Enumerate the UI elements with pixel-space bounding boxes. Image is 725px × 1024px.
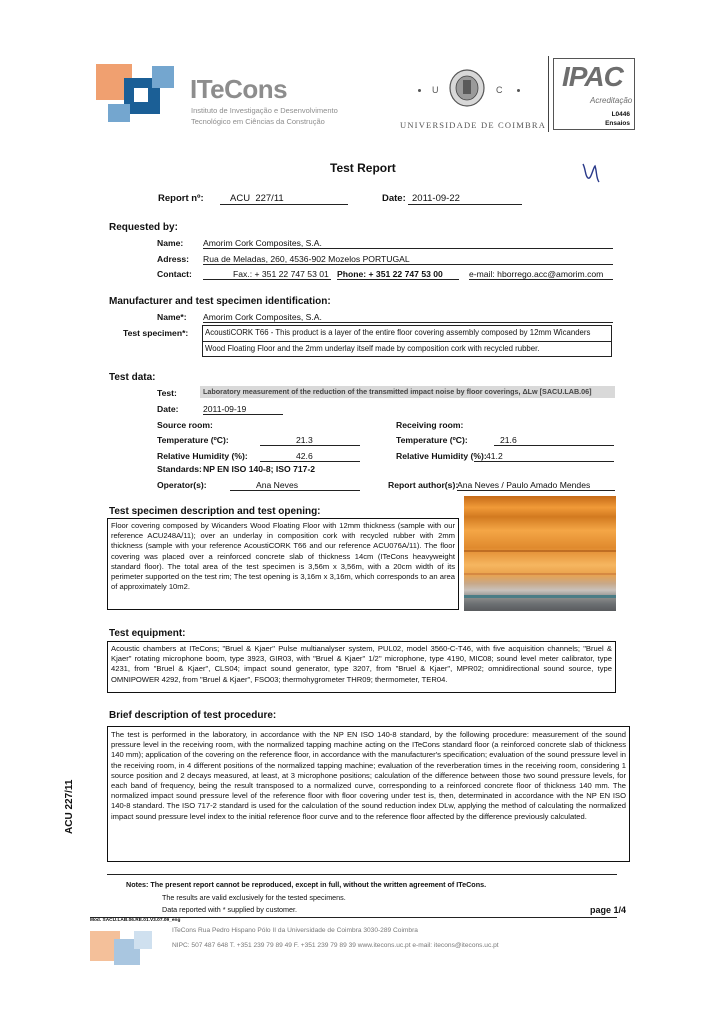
temp-source-label: Temperature (ºC):: [157, 435, 229, 445]
requested-fax: Fax.: + 351 22 747 53 01: [203, 269, 331, 280]
uc-name: UNIVERSIDADE DE COIMBRA: [400, 120, 547, 130]
notes-line-1: Notes: The present report cannot be reproduced, except in full, without the written agreement of ITeCons.: [126, 880, 487, 889]
test-data-heading: Test data:: [109, 372, 156, 383]
report-number-value: ACU 227/11: [220, 193, 348, 205]
report-number-label: Report nº:: [158, 193, 204, 204]
ipac-code: L0446: [611, 111, 630, 118]
requested-phone: Phone: + 351 22 747 53 00: [337, 269, 459, 280]
source-room-label: Source room:: [157, 420, 213, 430]
equipment-box: Acoustic chambers at ITeCons; "Bruel & Kjaer" Pulse multianalyser system, PUL02, model 3560-C-T46, with five acquisition channels; "Bruel & Kjaer" rotating microphone boom, type 3923, GIR03, with "Bruel & Kjaer" 1/2'' microphone, type 4190, MIC08; sound level meter calibrator, type 4231, from "Bruel & Kjaer", CLS04; impact sound generator, type 3207, from "Bruel & Kjaer", MPR02; omnidirectional sound source, type OMNIPOWER 4292, from "Bruel & Kjaer", FSO03; thermohygrometer THR09; thermometer, TER04.: [107, 641, 616, 693]
test-value: Laboratory measurement of the reduction of the transmitted impact noise by floor coverings, ΔLw [SACU.LAB.06]: [200, 386, 615, 398]
ipac-name: IPAC: [562, 61, 623, 92]
operator-label: Operator(s):: [157, 480, 207, 490]
manufacturer-heading: Manufacturer and test specimen identification:: [109, 296, 331, 307]
itecons-subtitle-1: Instituto de Investigação e Desenvolvimento: [191, 106, 338, 115]
requested-address-value: Rua de Meladas, 260, 4536-902 Mozelos PORTUGAL: [203, 254, 613, 265]
receiving-room-label: Receiving room:: [396, 420, 464, 430]
notes-divider: [107, 874, 617, 875]
test-label: Test:: [157, 388, 177, 398]
uc-dot-right: [517, 89, 520, 92]
humidity-source-value: 42.6: [260, 451, 360, 462]
procedure-box: The test is performed in the laboratory, in accordance with the NP EN ISO 140-8 standard, by the following procedure: measurement of the sound pressure level in the receiving room, with the normalized tapping machine acting on the ITeCons standard floor (a reinforced concrete slab of thickness 140 mm); application of the covering on the reference floor, in accordance with the manufacturer's specification; evaluation of the sound pressure level in the receiving room, in 4 different positions of the normalized tapping machine; evaluation of the reverberation times in the receiving room, considering 1 source position and 2 decays measured, at least, at 3 microphone positions; calculation of the difference between those two sound pressure levels, for each band of frequency, being the result transposed to a normalized curve, corresponding to a reinforced concrete floor of thickness 140 mm. The normalized impact sound pressure level of the reference floor with floor covering under test is, then, determinated in accordance with the NP EN ISO 140-8 standard. The ISO 717-2 standard is used for the calculation of the sound reduction index DLw, applying the method of calculating the normalized impact sound pressure level index to the initial reference floor curve and to the reference floor affected by the difference previously calculated.: [107, 726, 630, 862]
report-date-label: Date:: [382, 193, 406, 204]
header-vertical-divider: [548, 56, 549, 132]
itecons-name: ITeCons: [190, 74, 288, 104]
requested-heading: Requested by:: [109, 222, 178, 233]
author-value: Ana Neves / Paulo Amado Mendes: [457, 480, 615, 491]
requested-name-label: Name:: [157, 238, 184, 248]
requested-name-value: Amorim Cork Composites, S.A.: [203, 238, 613, 249]
footer-address: ITeCons Rua Pedro Hispano Pólo II da Universidade de Coimbra 3030-289 Coimbra: [172, 927, 418, 934]
temp-receiving-label: Temperature (ºC):: [396, 435, 468, 445]
page-number: page 1/4: [590, 905, 627, 915]
test-date-value: 2011-09-19: [203, 404, 283, 415]
requested-email: e-mail: hborrego.acc@amorim.com: [469, 269, 613, 280]
temp-source-value: 21.3: [260, 435, 360, 446]
specimen-desc-heading: Test specimen description and test opening:: [109, 506, 321, 517]
handwritten-signature: [580, 160, 604, 184]
manufacturer-name-label: Name*:: [157, 312, 187, 322]
uc-letter-u: U: [432, 85, 439, 95]
standards-value: NP EN ISO 140-8; ISO 717-2: [203, 464, 316, 474]
footer-logo: [90, 927, 160, 965]
specimen-desc-box: Floor covering composed by Wicanders Wood Floating Floor with 12mm thickness (sample with our reference ACU248A/11); over an underlay in composition cork with recycled rubber with 2mm thickness (sample with your reference AcoustiCORK T66 and our reference ACU076A/11). The floor covering was placed over a reinforced concrete slab of thickness 14cm (ITeCons heavyweight standard floor). The total area of the test specimen is 3,56m x 3,56m, with a 20cm width of its perimeter supported on the test rim; The test opening is 3,16m x 3,16m, which corresponds to an area of approximately 10m2.: [107, 518, 459, 610]
notes-line-3: Data reported with * supplied by customer.: [162, 905, 298, 914]
test-specimen-line-1: AcoustiCORK T66 - This product is a layer of the entire floor covering assembly composed by 12mm Wicanders: [205, 328, 591, 337]
test-specimen-label: Test specimen*:: [123, 328, 189, 338]
standards-label: Standards:: [157, 464, 202, 474]
specimen-photo: [464, 496, 616, 611]
notes-line-2: The results are valid exclusively for the tested specimens.: [162, 893, 346, 902]
form-code: Mod. SACU.LAB.06.RE.01.V3.07.09_eng: [90, 918, 181, 923]
author-label: Report author(s):: [388, 480, 459, 490]
ipac-logo: [553, 58, 635, 130]
uc-dot-left: [418, 89, 421, 92]
uc-seal-icon: [448, 68, 486, 108]
side-report-label: ACU 227/11: [64, 779, 75, 834]
manufacturer-name-value: Amorim Cork Composites, S.A.: [203, 312, 613, 323]
requested-contact-label: Contact:: [157, 269, 192, 279]
operator-value: Ana Neves: [230, 480, 360, 491]
itecons-logo: [96, 64, 182, 124]
uc-letter-c: C: [496, 85, 503, 95]
procedure-heading: Brief description of test procedure:: [109, 710, 277, 721]
humidity-receiving-label: Relative Humidity (%):: [396, 451, 487, 461]
humidity-source-label: Relative Humidity (%):: [157, 451, 248, 461]
test-specimen-line-2: Wood Floating Floor and the 2mm underlay itself made by composition cork with recycled rubber.: [205, 344, 540, 353]
ipac-subtitle: Acreditação: [590, 96, 633, 105]
requested-address-label: Adress:: [157, 254, 189, 264]
equipment-heading: Test equipment:: [109, 628, 186, 639]
footer-contacts: NIPC: 507 487 648 T. +351 239 79 89 49 F. +351 239 79 89 39 www.itecons.uc.pt e-mail: itecons@itecons.uc.pt: [172, 942, 499, 949]
report-date-value: 2011-09-22: [408, 193, 522, 205]
test-date-label: Date:: [157, 404, 179, 414]
ipac-type: Ensaios: [605, 120, 630, 127]
test-specimen-box: [202, 325, 612, 357]
test-specimen-divider: [203, 341, 611, 342]
temp-receiving-value: 21.6: [494, 435, 614, 446]
humidity-receiving-value: 41.2: [474, 451, 614, 462]
page-title: Test Report: [330, 161, 396, 175]
itecons-subtitle-2: Tecnológico em Ciências da Construção: [191, 117, 325, 126]
